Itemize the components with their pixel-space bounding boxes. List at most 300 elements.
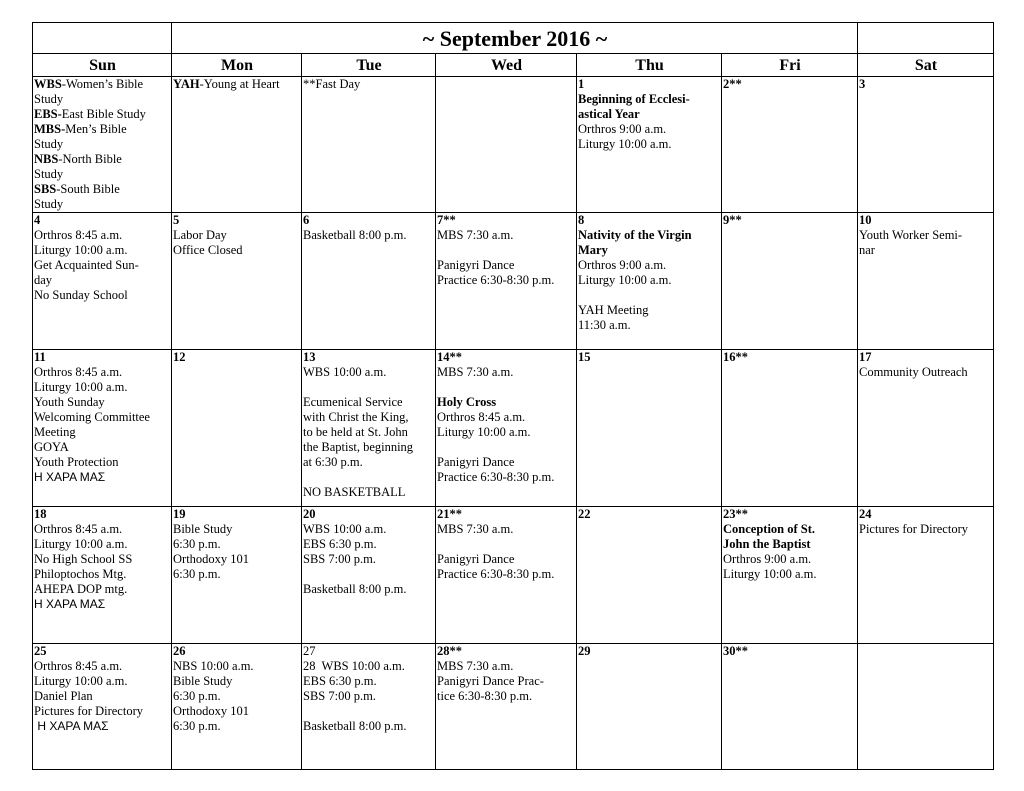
cell-line bbox=[34, 395, 171, 410]
cell-text: Men’s Bible bbox=[65, 122, 127, 136]
cell-line bbox=[437, 258, 576, 273]
cell-text: Η ΧΑΡΑ ΜΑΣ bbox=[34, 470, 106, 484]
cell-line bbox=[34, 167, 171, 182]
cell-text: Liturgy 10:00 a.m. bbox=[34, 674, 128, 688]
cell-line bbox=[34, 213, 171, 228]
day-cell-tue bbox=[302, 77, 436, 213]
cell-line bbox=[437, 552, 576, 567]
cell-text: 23** bbox=[723, 507, 748, 521]
cell-text: 22 bbox=[578, 507, 591, 521]
cell-text: MBS- bbox=[34, 122, 66, 136]
day-cell-thu bbox=[577, 350, 722, 507]
cell-line bbox=[34, 522, 171, 537]
cell-text: 13 bbox=[303, 350, 316, 364]
cell-line bbox=[173, 507, 301, 522]
cell-line bbox=[859, 350, 993, 365]
cell-text: 30** bbox=[723, 644, 748, 658]
page-title: ~ September 2016 ~ bbox=[172, 23, 858, 54]
cell-line bbox=[303, 689, 435, 704]
cell-text: with Christ the King, bbox=[303, 410, 409, 424]
cell-text: -Young at Heart bbox=[199, 77, 280, 91]
week-row bbox=[33, 77, 994, 213]
day-of-week-header bbox=[33, 54, 994, 77]
cell-line bbox=[437, 522, 576, 537]
cell-text: Youth Worker Semi- bbox=[859, 228, 963, 242]
cell-line bbox=[437, 644, 576, 659]
dow-fri: Fri bbox=[722, 54, 858, 77]
day-cell-tue bbox=[302, 350, 436, 507]
cell-text: Philoptochos Mtg. bbox=[34, 567, 127, 581]
cell-text: Office Closed bbox=[173, 243, 243, 257]
cell-text: 1 bbox=[578, 77, 585, 91]
cell-line bbox=[303, 522, 435, 537]
day-cell-mon bbox=[172, 507, 302, 644]
cell-line bbox=[859, 243, 993, 258]
cell-line bbox=[173, 719, 301, 734]
dow-mon: Mon bbox=[172, 54, 302, 77]
cell-text: Orthros 9:00 a.m. bbox=[723, 552, 812, 566]
cell-line bbox=[578, 137, 721, 152]
week-row bbox=[33, 213, 994, 350]
cell-line bbox=[723, 77, 857, 92]
day-cell-sat bbox=[858, 507, 994, 644]
cell-line bbox=[437, 425, 576, 440]
title-row bbox=[33, 23, 994, 54]
day-cell-mon bbox=[172, 644, 302, 770]
dow-thu: Thu bbox=[577, 54, 722, 77]
day-cell-sun bbox=[33, 213, 172, 350]
cell-text: -Women’s Bible bbox=[61, 77, 144, 91]
cell-line bbox=[303, 719, 435, 734]
cell-line bbox=[34, 567, 171, 582]
cell-line bbox=[173, 243, 301, 258]
cell-line bbox=[34, 122, 171, 137]
cell-line bbox=[173, 689, 301, 704]
day-cell-tue bbox=[302, 213, 436, 350]
cell-text: 24 bbox=[859, 507, 872, 521]
cell-text: at 6:30 p.m. bbox=[303, 455, 363, 469]
cell-text: Beginning of Ecclesi- bbox=[578, 92, 690, 106]
cell-line bbox=[437, 537, 576, 552]
cell-text: NO BASKETBALL bbox=[303, 485, 406, 499]
cell-line bbox=[578, 92, 721, 107]
cell-text: 16** bbox=[723, 350, 748, 364]
day-cell-fri bbox=[722, 350, 858, 507]
cell-line bbox=[303, 395, 435, 410]
week-row bbox=[33, 350, 994, 507]
cell-line bbox=[34, 365, 171, 380]
cell-line bbox=[437, 410, 576, 425]
day-cell-wed bbox=[436, 507, 577, 644]
day-cell-sat bbox=[858, 77, 994, 213]
cell-line bbox=[723, 522, 857, 537]
cell-line bbox=[437, 507, 576, 522]
cell-text: EBS 6:30 p.m. bbox=[303, 537, 377, 551]
cell-text: 17 bbox=[859, 350, 872, 364]
day-cell-sun bbox=[33, 644, 172, 770]
cell-text: WBS 10:00 a.m. bbox=[303, 522, 387, 536]
cell-text: -South Bible bbox=[56, 182, 120, 196]
dow-tue: Tue bbox=[302, 54, 436, 77]
cell-text: 6:30 p.m. bbox=[173, 719, 221, 733]
cell-text: Η ΧΑΡΑ ΜΑΣ bbox=[34, 597, 106, 611]
cell-line bbox=[303, 470, 435, 485]
cell-text: 27 bbox=[303, 644, 316, 658]
cell-line bbox=[437, 470, 576, 485]
day-cell-mon bbox=[172, 213, 302, 350]
cell-text: Pictures for Directory bbox=[859, 522, 968, 536]
cell-text: No Sunday School bbox=[34, 288, 128, 302]
cell-line bbox=[437, 228, 576, 243]
cell-text: Welcoming Committee bbox=[34, 410, 150, 424]
cell-line bbox=[303, 350, 435, 365]
cell-line bbox=[34, 659, 171, 674]
cell-line bbox=[34, 440, 171, 455]
cell-line bbox=[34, 228, 171, 243]
cell-text: **Fast Day bbox=[303, 77, 361, 91]
day-cell-fri bbox=[722, 507, 858, 644]
cell-text: -North Bible bbox=[58, 152, 122, 166]
cell-line bbox=[34, 288, 171, 303]
cell-text: East Bible Study bbox=[61, 107, 146, 121]
cell-text: 8 bbox=[578, 213, 585, 227]
cell-text: AHEPA DOP mtg. bbox=[34, 582, 128, 596]
cell-text: EBS- bbox=[34, 107, 62, 121]
cell-text: Orthros 9:00 a.m. bbox=[578, 258, 667, 272]
cell-line bbox=[578, 644, 721, 659]
cell-line bbox=[437, 395, 576, 410]
day-cell-sun bbox=[33, 507, 172, 644]
cell-line bbox=[303, 582, 435, 597]
cell-text: Liturgy 10:00 a.m. bbox=[437, 425, 531, 439]
cell-text: 18 bbox=[34, 507, 47, 521]
cell-line bbox=[173, 77, 301, 92]
day-cell-thu bbox=[577, 507, 722, 644]
cell-line bbox=[578, 213, 721, 228]
cell-text: 25 bbox=[34, 644, 47, 658]
cell-text: to be held at St. John bbox=[303, 425, 408, 439]
cell-text: 5 bbox=[173, 213, 180, 227]
cell-text: John the Baptist bbox=[723, 537, 811, 551]
cell-line bbox=[173, 644, 301, 659]
cell-line bbox=[437, 365, 576, 380]
cell-line bbox=[723, 537, 857, 552]
cell-text: SBS 7:00 p.m. bbox=[303, 552, 376, 566]
day-cell-sun bbox=[33, 77, 172, 213]
cell-text: the Baptist, beginning bbox=[303, 440, 414, 454]
cell-line bbox=[303, 567, 435, 582]
cell-text: 21** bbox=[437, 507, 462, 521]
cell-line bbox=[34, 704, 171, 719]
cell-text: MBS 7:30 a.m. bbox=[437, 228, 514, 242]
cell-line bbox=[34, 719, 171, 734]
cell-line bbox=[578, 122, 721, 137]
cell-line bbox=[578, 258, 721, 273]
cell-text: Daniel Plan bbox=[34, 689, 93, 703]
cell-text: Orthodoxy 101 bbox=[173, 704, 250, 718]
cell-text: Panigyri Dance bbox=[437, 552, 515, 566]
cell-text: 7** bbox=[437, 213, 456, 227]
cell-line bbox=[173, 228, 301, 243]
cell-line bbox=[303, 674, 435, 689]
cell-line bbox=[303, 552, 435, 567]
cell-text: Liturgy 10:00 a.m. bbox=[578, 137, 672, 151]
day-cell-thu bbox=[577, 213, 722, 350]
cell-line bbox=[303, 365, 435, 380]
cell-text: Mary bbox=[578, 243, 608, 257]
day-cell-wed bbox=[436, 644, 577, 770]
cell-line bbox=[173, 537, 301, 552]
cell-text: 12 bbox=[173, 350, 186, 364]
cell-text: Basketball 8:00 p.m. bbox=[303, 719, 407, 733]
day-cell-wed bbox=[436, 213, 577, 350]
cell-line bbox=[437, 674, 576, 689]
cell-text: MBS 7:30 a.m. bbox=[437, 659, 514, 673]
cell-line bbox=[34, 152, 171, 167]
day-cell-sat bbox=[858, 350, 994, 507]
cell-text: WBS 10:00 a.m. bbox=[303, 365, 387, 379]
cell-text: Nativity of the Virgin bbox=[578, 228, 692, 242]
calendar-table bbox=[32, 22, 994, 770]
cell-line bbox=[173, 659, 301, 674]
cell-text: Panigyri Dance Prac- bbox=[437, 674, 544, 688]
cell-text: Community Outreach bbox=[859, 365, 968, 379]
cell-text: Conception of St. bbox=[723, 522, 816, 536]
cell-line bbox=[34, 107, 171, 122]
cell-line bbox=[578, 273, 721, 288]
cell-text: 6:30 p.m. bbox=[173, 689, 221, 703]
cell-line bbox=[437, 380, 576, 395]
cell-line bbox=[578, 303, 721, 318]
cell-line bbox=[303, 440, 435, 455]
cell-line bbox=[34, 470, 171, 485]
day-cell-sun bbox=[33, 350, 172, 507]
cell-text: Orthros 8:45 a.m. bbox=[34, 365, 123, 379]
cell-line bbox=[34, 552, 171, 567]
cell-line bbox=[34, 258, 171, 273]
cell-line bbox=[34, 197, 171, 212]
cell-line bbox=[578, 243, 721, 258]
cell-line bbox=[723, 567, 857, 582]
day-cell-wed bbox=[436, 350, 577, 507]
cell-text: NBS bbox=[34, 152, 59, 166]
cell-line bbox=[859, 77, 993, 92]
cell-line bbox=[34, 425, 171, 440]
cell-line bbox=[173, 567, 301, 582]
cell-line bbox=[437, 350, 576, 365]
cell-line bbox=[34, 644, 171, 659]
title-blank-right bbox=[858, 23, 994, 54]
cell-line bbox=[303, 410, 435, 425]
cell-text: Liturgy 10:00 a.m. bbox=[34, 537, 128, 551]
day-cell-tue bbox=[302, 644, 436, 770]
cell-line bbox=[578, 350, 721, 365]
cell-line bbox=[723, 507, 857, 522]
cell-line bbox=[578, 107, 721, 122]
cell-line bbox=[34, 350, 171, 365]
day-cell-fri bbox=[722, 213, 858, 350]
cell-line bbox=[859, 213, 993, 228]
cell-line bbox=[34, 537, 171, 552]
day-cell-thu bbox=[577, 644, 722, 770]
cell-text: Get Acquainted Sun- bbox=[34, 258, 139, 272]
cell-text: MBS 7:30 a.m. bbox=[437, 522, 514, 536]
cell-text: 14** bbox=[437, 350, 462, 364]
cell-text: Basketball 8:00 p.m. bbox=[303, 228, 407, 242]
cell-text: nar bbox=[859, 243, 875, 257]
cell-line bbox=[34, 380, 171, 395]
day-cell-mon bbox=[172, 77, 302, 213]
cell-line bbox=[723, 644, 857, 659]
cell-text: Practice 6:30-8:30 p.m. bbox=[437, 470, 555, 484]
cell-line bbox=[303, 425, 435, 440]
cell-text: Study bbox=[34, 167, 64, 181]
cell-text: EBS 6:30 p.m. bbox=[303, 674, 377, 688]
cell-text: 6:30 p.m. bbox=[173, 567, 221, 581]
cell-line bbox=[303, 537, 435, 552]
cell-line bbox=[723, 552, 857, 567]
cell-line bbox=[34, 582, 171, 597]
cell-line bbox=[303, 455, 435, 470]
cell-text: WBS bbox=[34, 77, 62, 91]
cell-line bbox=[303, 704, 435, 719]
cell-text: NBS 10:00 a.m. bbox=[173, 659, 254, 673]
cell-line bbox=[437, 440, 576, 455]
dow-wed: Wed bbox=[436, 54, 577, 77]
cell-text: Study bbox=[34, 197, 64, 211]
cell-text: Practice 6:30-8:30 p.m. bbox=[437, 567, 555, 581]
cell-text: 6:30 p.m. bbox=[173, 537, 221, 551]
cell-line bbox=[723, 350, 857, 365]
cell-line bbox=[173, 522, 301, 537]
cell-text: Liturgy 10:00 a.m. bbox=[578, 273, 672, 287]
cell-text: Basketball 8:00 p.m. bbox=[303, 582, 407, 596]
cell-line bbox=[437, 243, 576, 258]
cell-line bbox=[34, 243, 171, 258]
cell-text: 19 bbox=[173, 507, 186, 521]
day-cell-wed bbox=[436, 77, 577, 213]
day-cell-tue bbox=[302, 507, 436, 644]
cell-line bbox=[34, 597, 171, 612]
cell-line bbox=[859, 228, 993, 243]
calendar-weeks bbox=[33, 77, 994, 770]
cell-line bbox=[173, 704, 301, 719]
cell-line bbox=[859, 365, 993, 380]
cell-text: Panigyri Dance bbox=[437, 258, 515, 272]
cell-text: 26 bbox=[173, 644, 186, 658]
cell-line bbox=[303, 644, 435, 659]
cell-text: Liturgy 10:00 a.m. bbox=[34, 380, 128, 394]
cell-line bbox=[34, 410, 171, 425]
cell-line bbox=[34, 507, 171, 522]
day-cell-fri bbox=[722, 77, 858, 213]
cell-line bbox=[437, 567, 576, 582]
cell-line bbox=[578, 228, 721, 243]
cell-text: Meeting bbox=[34, 425, 76, 439]
cell-text: YAH Meeting bbox=[578, 303, 649, 317]
cell-text: Liturgy 10:00 a.m. bbox=[723, 567, 817, 581]
cell-text: 29 bbox=[578, 644, 591, 658]
cell-line bbox=[34, 137, 171, 152]
cell-text: 11 bbox=[34, 350, 46, 364]
cell-text: astical Year bbox=[578, 107, 640, 121]
cell-line bbox=[578, 77, 721, 92]
cell-text: No High School SS bbox=[34, 552, 133, 566]
cell-text: 9** bbox=[723, 213, 742, 227]
cell-text: Bible Study bbox=[173, 522, 233, 536]
cell-text: GOYA bbox=[34, 440, 69, 454]
cell-text: 11:30 a.m. bbox=[578, 318, 631, 332]
cell-line bbox=[437, 689, 576, 704]
cell-line bbox=[34, 182, 171, 197]
cell-line bbox=[303, 659, 435, 674]
day-cell-fri bbox=[722, 644, 858, 770]
cell-text: Orthros 9:00 a.m. bbox=[578, 122, 667, 136]
cell-text: MBS 7:30 a.m. bbox=[437, 365, 514, 379]
cell-line bbox=[578, 288, 721, 303]
dow-sat: Sat bbox=[858, 54, 994, 77]
cell-line bbox=[303, 507, 435, 522]
title-blank-left bbox=[33, 23, 172, 54]
cell-line bbox=[303, 77, 435, 92]
cell-text: Bible Study bbox=[173, 674, 233, 688]
cell-line bbox=[34, 77, 171, 92]
cell-text: Pictures for Directory bbox=[34, 704, 143, 718]
cell-text: Ecumenical Service bbox=[303, 395, 403, 409]
cell-text: 20 bbox=[303, 507, 316, 521]
day-cell-thu bbox=[577, 77, 722, 213]
cell-line bbox=[303, 228, 435, 243]
cell-line bbox=[34, 455, 171, 470]
week-row bbox=[33, 644, 994, 770]
cell-text: 2** bbox=[723, 77, 742, 91]
cell-text: Liturgy 10:00 a.m. bbox=[34, 243, 128, 257]
day-cell-mon bbox=[172, 350, 302, 507]
cell-text: 28 WBS 10:00 a.m. bbox=[303, 659, 405, 673]
cell-text: Orthros 8:45 a.m. bbox=[34, 659, 123, 673]
cell-line bbox=[34, 273, 171, 288]
cell-line bbox=[437, 273, 576, 288]
cell-text: SBS bbox=[34, 182, 57, 196]
day-cell-sat bbox=[858, 213, 994, 350]
week-row bbox=[33, 507, 994, 644]
cell-text: 10 bbox=[859, 213, 872, 227]
cell-text: Holy Cross bbox=[437, 395, 497, 409]
cell-line bbox=[34, 689, 171, 704]
cell-line bbox=[173, 350, 301, 365]
day-cell-sat bbox=[858, 644, 994, 770]
cell-text: tice 6:30-8:30 p.m. bbox=[437, 689, 533, 703]
cell-text: Orthros 8:45 a.m. bbox=[34, 522, 123, 536]
cell-line bbox=[859, 507, 993, 522]
cell-text: Study bbox=[34, 92, 64, 106]
cell-line bbox=[173, 552, 301, 567]
cell-text: 28** bbox=[437, 644, 462, 658]
cell-text: Panigyri Dance bbox=[437, 455, 515, 469]
cell-line bbox=[578, 318, 721, 333]
cell-line bbox=[173, 674, 301, 689]
cell-line bbox=[859, 522, 993, 537]
cell-text: Η ΧΑΡΑ ΜΑΣ bbox=[34, 719, 109, 733]
cell-line bbox=[303, 485, 435, 500]
cell-text: 15 bbox=[578, 350, 591, 364]
cell-text: Youth Protection bbox=[34, 455, 119, 469]
cell-line bbox=[437, 455, 576, 470]
cell-text: 3 bbox=[859, 77, 866, 91]
cell-text: Orthros 8:45 a.m. bbox=[34, 228, 123, 242]
cell-text: Orthodoxy 101 bbox=[173, 552, 250, 566]
dow-sun: Sun bbox=[33, 54, 172, 77]
